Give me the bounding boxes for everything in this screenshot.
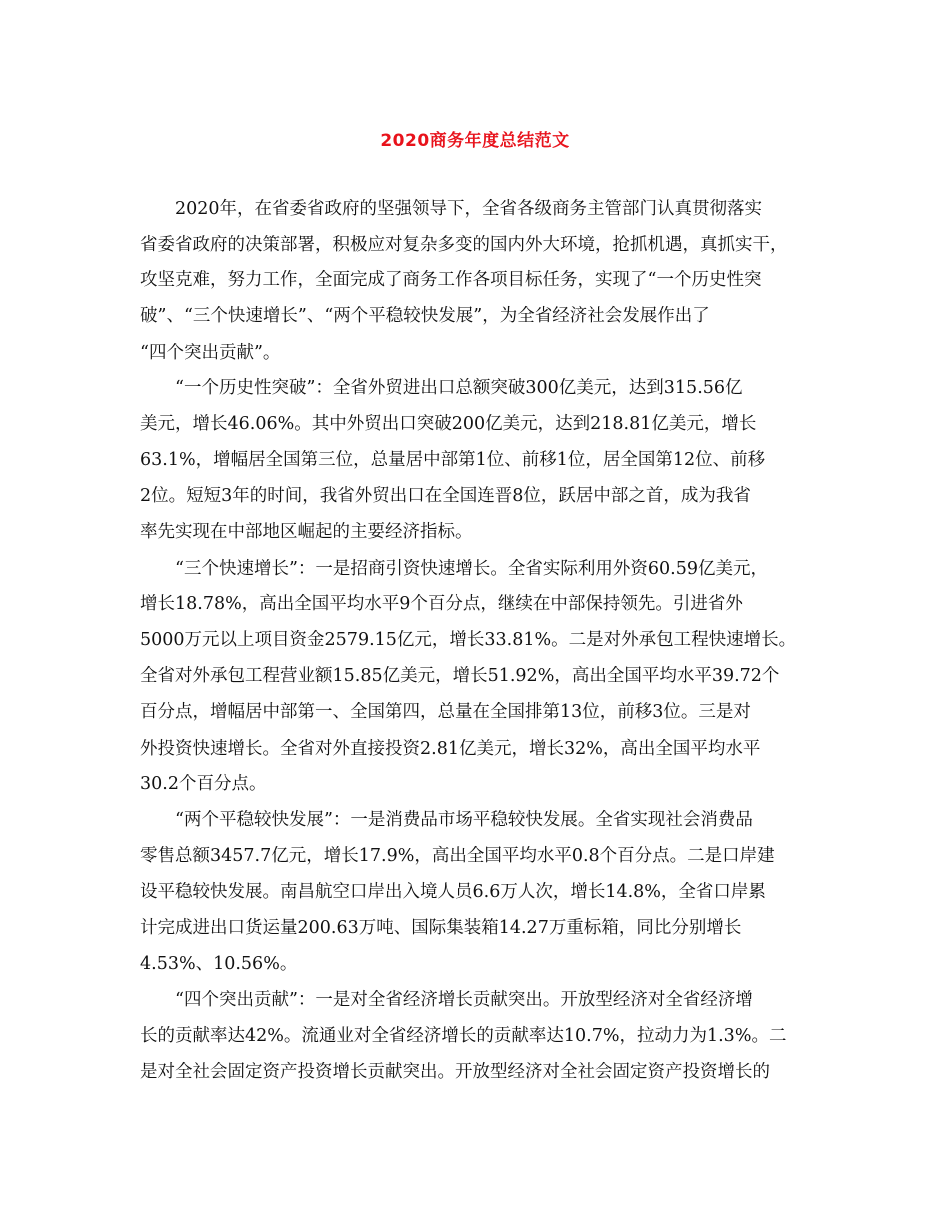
- body-line: 63.1%，增幅居全国第三位，总量居中部第1位、前移1位，居全国第12位、前移: [140, 450, 766, 470]
- body-line: 美元，增长46.06%。其中外贸出口突破200亿美元，达到218.81亿美元，增长: [140, 414, 757, 434]
- body-line: “四个突出贡献”：一是对全省经济增长贡献突出。开放型经济对全省经济增: [140, 990, 753, 1010]
- body-line: 4.53%、10.56%。: [140, 954, 298, 974]
- body-line: 全省对外承包工程营业额15.85亿美元，增长51.92%，高出全国平均水平39.72个: [140, 666, 780, 686]
- body-line: 计完成进出口货运量200.63万吨、国际集装箱14.27万重标箱，同比分别增长: [140, 918, 742, 938]
- body-line: 设平稳较快发展。南昌航空口岸出入境人员6.6万人次，增长14.8%，全省口岸累: [140, 882, 766, 902]
- document-title: 2020商务年度总结范文: [380, 131, 570, 151]
- body-line: 2020年，在省委省政府的坚强领导下，全省各级商务主管部门认真贯彻落实: [140, 199, 763, 219]
- body-line: 率先实现在中部地区崛起的主要经济指标。: [140, 522, 473, 542]
- body-line: “四个突出贡献”。: [140, 343, 281, 363]
- body-line: 破”、“三个快速增长”、“两个平稳较快发展”，为全省经济社会发展作出了: [140, 306, 710, 326]
- body-line: 百分点，增幅居中部第一、全国第四，总量在全国排第13位，前移3位。三是对: [140, 702, 751, 722]
- body-line: “两个平稳较快发展”：一是消费品市场平稳较快发展。全省实现社会消费品: [140, 810, 753, 830]
- body-line: 攻坚克难，努力工作，全面完成了商务工作各项目标任务，实现了“一个历史性突: [140, 270, 762, 290]
- body-line: 5000万元以上项目资金2579.15亿元，增长33.81%。二是对外承包工程快速增长。: [140, 630, 797, 650]
- body-line: 省委省政府的决策部署，积极应对复杂多变的国内外大环境，抢抓机遇，真抓实干，: [140, 235, 788, 255]
- body-line: 30.2个百分点。: [140, 774, 267, 794]
- body-line: “一个历史性突破”：全省外贸进出口总额突破300亿美元，达到315.56亿: [140, 378, 743, 398]
- body-line: 外投资快速增长。全省对外直接投资2.81亿美元，增长32%，高出全国平均水平: [140, 739, 761, 759]
- body-line: 是对全社会固定资产投资增长贡献突出。开放型经济对全社会固定资产投资增长的: [140, 1062, 770, 1082]
- body-line: 零售总额3457.7亿元，增长17.9%，高出全国平均水平0.8个百分点。二是口岸建: [140, 846, 775, 866]
- body-line: 增长18.78%，高出全国平均水平9个百分点，继续在中部保持领先。引进省外: [140, 594, 743, 614]
- body-line: 长的贡献率达42%。流通业对全省经济增长的贡献率达10.7%，拉动力为1.3%。二: [140, 1026, 787, 1046]
- body-line: 2位。短短3年的时间，我省外贸出口在全国连晋8位，跃居中部之首，成为我省: [140, 486, 751, 506]
- body-line: “三个快速增长”：一是招商引资快速增长。全省实际利用外资60.59亿美元，: [140, 559, 768, 579]
